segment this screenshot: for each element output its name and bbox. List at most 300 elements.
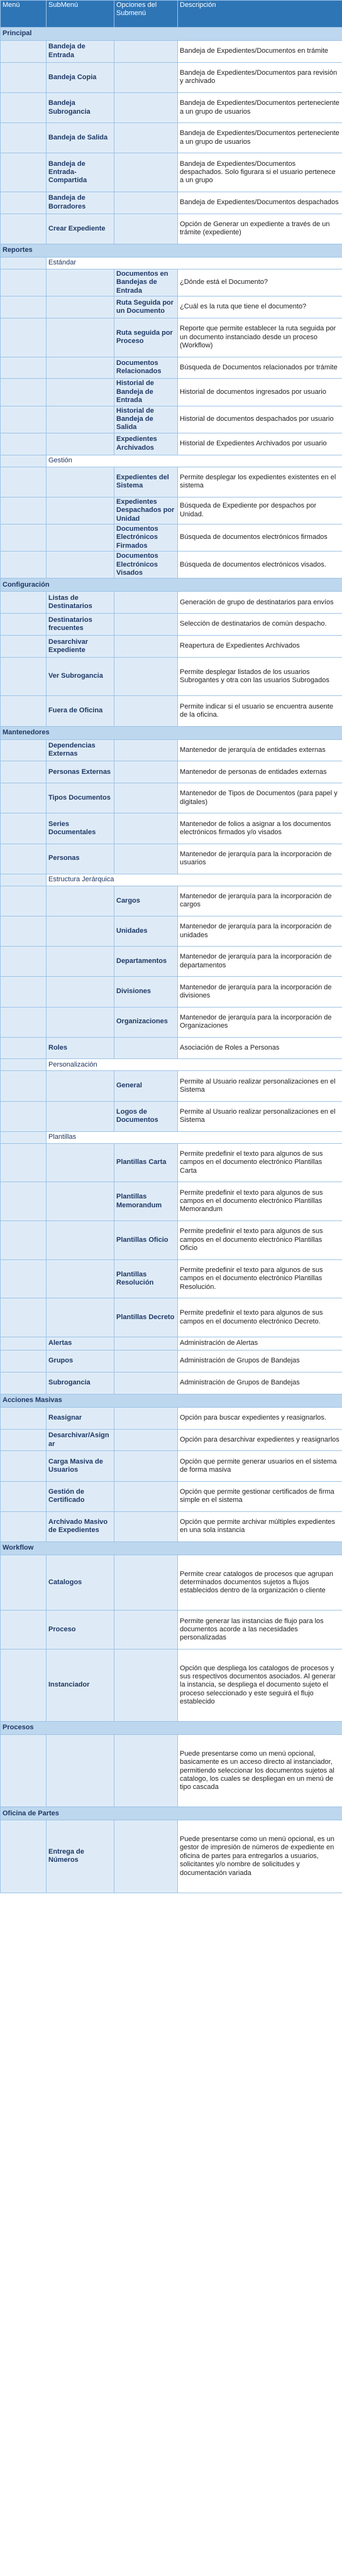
section-label: Oficina de Partes bbox=[1, 1807, 342, 1820]
submenu-name: Listas de Destinatarios bbox=[47, 592, 114, 614]
header-description: Descripción bbox=[178, 1, 342, 28]
description-cell: Búsqueda de Expediente por despachos por Unidad. bbox=[178, 497, 342, 524]
menu-cell bbox=[1, 296, 47, 318]
options-cell bbox=[114, 1820, 178, 1893]
submenu-name: Bandeja de Salida bbox=[47, 123, 114, 153]
menu-cell bbox=[1, 761, 47, 783]
section-row bbox=[1, 579, 342, 592]
description-cell: ¿Cuál es la ruta que tiene el documento? bbox=[178, 296, 342, 318]
subsection-row bbox=[1, 1059, 342, 1071]
menu-item-row bbox=[1, 1820, 342, 1893]
section-label: Configuración bbox=[1, 579, 342, 592]
menu-cell bbox=[1, 1071, 47, 1101]
submenu-name: Reasignar bbox=[47, 1407, 114, 1429]
description-cell: Mantenedor de jerarquía para la incorporación de cargos bbox=[178, 886, 342, 916]
options-cell bbox=[114, 1555, 178, 1610]
menu-cell bbox=[1, 739, 47, 761]
menu-cell bbox=[1, 214, 47, 244]
option-name: Ruta seguida por Proceso bbox=[114, 318, 178, 357]
description-cell: Mantenedor de jerarquía para la incorporación de unidades bbox=[178, 916, 342, 946]
submenu-cell bbox=[47, 1101, 114, 1131]
menu-cell bbox=[1, 1407, 47, 1429]
menu-item-row bbox=[1, 1337, 342, 1350]
menu-cell bbox=[1, 497, 47, 524]
menu-item-row bbox=[1, 62, 342, 92]
description-cell: Permite predefinir el texto para algunos de sus campos en el documento electrónico Plantillas Resolución. bbox=[178, 1259, 342, 1298]
description-cell: Búsqueda de documentos electrónicos firmados bbox=[178, 524, 342, 551]
menu-cell bbox=[1, 1037, 47, 1059]
menu-cell bbox=[1, 977, 47, 1007]
subsection-label: Estándar bbox=[47, 257, 342, 269]
menu-item-row bbox=[1, 916, 342, 946]
submenu-cell bbox=[47, 552, 114, 579]
menu-cell bbox=[1, 1451, 47, 1481]
menu-cell bbox=[1, 1059, 47, 1071]
menu-item-row bbox=[1, 636, 342, 658]
submenu-name: Grupos bbox=[47, 1350, 114, 1372]
submenu-cell bbox=[47, 886, 114, 916]
description-cell: Opción para desarchivar expedientes y reasignarlos bbox=[178, 1429, 342, 1451]
menu-item-row bbox=[1, 1143, 342, 1182]
menu-item-row bbox=[1, 1511, 342, 1541]
description-cell: Opción de Generar un expediente a través de un trámite (expediente) bbox=[178, 214, 342, 244]
description-cell: Permite indicar si el usuario se encuentra ausente de la oficina. bbox=[178, 696, 342, 726]
description-cell: Bandeja de Expedientes/Documentos despachados. Solo figurara si el usuario pertenece a un grupo bbox=[178, 153, 342, 192]
description-cell: Selección de destinatarios de común despacho. bbox=[178, 614, 342, 636]
description-cell: Permite al Usuario realizar personalizaciones en el Sistema bbox=[178, 1071, 342, 1101]
submenu-cell bbox=[47, 977, 114, 1007]
section-label: Acciones Masivas bbox=[1, 1394, 342, 1407]
options-cell bbox=[114, 1350, 178, 1372]
submenu-cell bbox=[47, 1259, 114, 1298]
submenu-name: Bandeja de Entrada-Compartida bbox=[47, 153, 114, 192]
submenu-name: Entrega de Números bbox=[47, 1820, 114, 1893]
menu-item-row bbox=[1, 153, 342, 192]
options-cell bbox=[114, 636, 178, 658]
submenu-cell bbox=[47, 296, 114, 318]
submenu-name: Bandeja de Borradores bbox=[47, 192, 114, 214]
menu-item-row bbox=[1, 379, 342, 406]
submenu-cell bbox=[47, 357, 114, 379]
options-cell bbox=[114, 62, 178, 92]
submenu-cell bbox=[47, 497, 114, 524]
submenu-name: Instanciador bbox=[47, 1649, 114, 1721]
description-cell: Opción que permite gestionar certificados de firma simple en el sistema bbox=[178, 1481, 342, 1511]
section-row bbox=[1, 28, 342, 41]
menu-item-row bbox=[1, 1221, 342, 1260]
menu-item-row bbox=[1, 1407, 342, 1429]
description-cell: Administración de Grupos de Bandejas bbox=[178, 1350, 342, 1372]
description-cell: Mantenedor de personas de entidades externas bbox=[178, 761, 342, 783]
menu-item-row bbox=[1, 1071, 342, 1101]
menu-item-row bbox=[1, 497, 342, 524]
description-cell: Bandeja de Expedientes/Documentos despachados bbox=[178, 192, 342, 214]
description-cell: Permite generar las instancias de flujo para los documentos acorde a las necesidades personalizadas bbox=[178, 1611, 342, 1649]
section-row bbox=[1, 1541, 342, 1555]
submenu-name: Fuera de Oficina bbox=[47, 696, 114, 726]
menu-item-row bbox=[1, 467, 342, 497]
menu-item-row bbox=[1, 761, 342, 783]
menu-cell bbox=[1, 1007, 47, 1037]
description-cell: Mantenedor de folios a asignar a los documentos electrónicos firmados y/o visados bbox=[178, 813, 342, 844]
description-cell: Permite desplegar listados de los usuarios Subrogantes y otra con las usuarios Subrogados bbox=[178, 657, 342, 696]
header-options: Opciones del Submenú bbox=[114, 1, 178, 28]
menu-item-row bbox=[1, 1350, 342, 1372]
section-row bbox=[1, 244, 342, 257]
description-cell: Permite desplegar los expedientes existentes en el sistema bbox=[178, 467, 342, 497]
table-header-row bbox=[1, 1, 342, 28]
subsection-row bbox=[1, 257, 342, 269]
submenu-name: Bandeja de Entrada bbox=[47, 41, 114, 63]
option-name: Documentos en Bandejas de Entrada bbox=[114, 269, 178, 296]
subsection-label: Gestión bbox=[47, 455, 342, 467]
options-cell bbox=[114, 1372, 178, 1394]
menu-cell bbox=[1, 257, 47, 269]
description-cell: Búsqueda de Documentos relacionados por trámite bbox=[178, 357, 342, 379]
menu-cell bbox=[1, 406, 47, 433]
description-cell: Opción que despliega los catalogos de procesos y sus respectivos documentos asociados. Al generar la instancia, se despliega el documento sujeto el proceso seleccionado y este seguirá el flujo establecido bbox=[178, 1649, 342, 1721]
option-name: Divisiones bbox=[114, 977, 178, 1007]
menu-cell bbox=[1, 783, 47, 813]
menu-item-row bbox=[1, 1298, 342, 1337]
menu-item-row bbox=[1, 41, 342, 63]
description-cell: Puede presentarse como un menú opcional, basicamente es un acceso directo al instanciador, permitiendo seleccionar los documentos sujetos al catalogo, los cuales se despliegan en un menú de tipo cascada bbox=[178, 1735, 342, 1807]
menu-item-row bbox=[1, 1101, 342, 1131]
options-cell bbox=[114, 1429, 178, 1451]
section-row bbox=[1, 1807, 342, 1820]
menu-cell bbox=[1, 1350, 47, 1372]
menu-cell bbox=[1, 1429, 47, 1451]
description-cell: Administración de Grupos de Bandejas bbox=[178, 1372, 342, 1394]
options-cell bbox=[114, 1511, 178, 1541]
options-cell bbox=[114, 1735, 178, 1807]
menu-cell bbox=[1, 1481, 47, 1511]
options-cell bbox=[114, 783, 178, 813]
submenu-name: Archivado Masivo de Expedientes bbox=[47, 1511, 114, 1541]
menu-cell bbox=[1, 696, 47, 726]
section-row bbox=[1, 726, 342, 739]
submenu-name: Alertas bbox=[47, 1337, 114, 1350]
submenu-name: Personas Externas bbox=[47, 761, 114, 783]
menu-cell bbox=[1, 552, 47, 579]
menu-item-row bbox=[1, 783, 342, 813]
option-name: Ruta Seguida por un Documento bbox=[114, 296, 178, 318]
menu-cell bbox=[1, 455, 47, 467]
options-cell bbox=[114, 739, 178, 761]
description-cell: Permite predefinir el texto para algunos de sus campos en el documento electrónico Plantillas Oficio bbox=[178, 1221, 342, 1260]
option-name: Plantillas Oficio bbox=[114, 1221, 178, 1260]
menu-item-row bbox=[1, 1555, 342, 1610]
submenu-cell bbox=[47, 379, 114, 406]
options-cell bbox=[114, 153, 178, 192]
option-name: Cargos bbox=[114, 886, 178, 916]
submenu-name: Dependencias Externas bbox=[47, 739, 114, 761]
section-label: Workflow bbox=[1, 1541, 342, 1555]
section-label: Reportes bbox=[1, 244, 342, 257]
submenu-name: Bandeja Subrogancia bbox=[47, 92, 114, 122]
submenu-name: Carga Masiva de Usuarios bbox=[47, 1451, 114, 1481]
submenu-name: Bandeja Copia bbox=[47, 62, 114, 92]
option-name: Unidades bbox=[114, 916, 178, 946]
option-name: Organizaciones bbox=[114, 1007, 178, 1037]
submenu-cell bbox=[47, 916, 114, 946]
description-cell: Opción para buscar expedientes y reasignarlos. bbox=[178, 1407, 342, 1429]
menu-cell bbox=[1, 947, 47, 977]
submenu-cell bbox=[47, 1221, 114, 1260]
option-name: Historial de Bandeja de Salida bbox=[114, 406, 178, 433]
menu-item-row bbox=[1, 92, 342, 122]
options-cell bbox=[114, 41, 178, 63]
submenu-cell bbox=[47, 467, 114, 497]
menu-cell bbox=[1, 41, 47, 63]
menu-cell bbox=[1, 813, 47, 844]
submenu-name: Destinatarios frecuentes bbox=[47, 614, 114, 636]
subsection-label: Personalización bbox=[47, 1059, 342, 1071]
description-cell: ¿Dónde está el Documento? bbox=[178, 269, 342, 296]
section-label: Mantenedores bbox=[1, 726, 342, 739]
option-name: Plantillas Memorandum bbox=[114, 1182, 178, 1221]
submenu-cell bbox=[47, 1182, 114, 1221]
submenu-cell bbox=[47, 1007, 114, 1037]
options-cell bbox=[114, 592, 178, 614]
menu-cell bbox=[1, 1182, 47, 1221]
menu-cell bbox=[1, 92, 47, 122]
options-cell bbox=[114, 92, 178, 122]
menu-cell bbox=[1, 433, 47, 455]
submenu-name: Roles bbox=[47, 1037, 114, 1059]
menu-cell bbox=[1, 379, 47, 406]
description-cell: Mantenedor de Tipos de Documentos (para papel y digitales) bbox=[178, 783, 342, 813]
option-name: Plantillas Decreto bbox=[114, 1298, 178, 1337]
menu-cell bbox=[1, 269, 47, 296]
header-menu: Menú bbox=[1, 1, 47, 28]
option-name: Departamentos bbox=[114, 947, 178, 977]
submenu-name: Crear Expediente bbox=[47, 214, 114, 244]
description-cell: Opción que permite archivar múltiples expedientes en una sola instancia bbox=[178, 1511, 342, 1541]
menu-cell bbox=[1, 1649, 47, 1721]
menu-item-row bbox=[1, 696, 342, 726]
menu-cell bbox=[1, 357, 47, 379]
menu-cell bbox=[1, 1221, 47, 1260]
description-cell: Mantenedor de jerarquía para la incorporación de usuarios bbox=[178, 844, 342, 874]
options-cell bbox=[114, 1407, 178, 1429]
menu-item-row bbox=[1, 1007, 342, 1037]
description-cell: Mantenedor de jerarquía para la incorporación de divisiones bbox=[178, 977, 342, 1007]
menu-item-row bbox=[1, 592, 342, 614]
menu-cell bbox=[1, 657, 47, 696]
description-cell: Permite crear catalogos de procesos que agrupan determinados documentos sujetos a flujos establecidos dentro de la organización o cliente bbox=[178, 1555, 342, 1610]
menu-cell bbox=[1, 636, 47, 658]
description-cell: Bandeja de Expedientes/Documentos para revisión y archivado bbox=[178, 62, 342, 92]
section-row bbox=[1, 1394, 342, 1407]
option-name: Documentos Relacionados bbox=[114, 357, 178, 379]
menu-item-row bbox=[1, 318, 342, 357]
menu-item-row bbox=[1, 1259, 342, 1298]
subsection-label: Estructura Jerárquica bbox=[47, 874, 342, 886]
menu-cell bbox=[1, 1101, 47, 1131]
menu-cell bbox=[1, 874, 47, 886]
subsection-row bbox=[1, 455, 342, 467]
submenu-name: Ver Subrogancia bbox=[47, 657, 114, 696]
submenu-name: Tipos Documentos bbox=[47, 783, 114, 813]
table-body bbox=[1, 28, 342, 1893]
submenu-name: Desarchivar Expediente bbox=[47, 636, 114, 658]
section-row bbox=[1, 1722, 342, 1735]
submenu-cell bbox=[47, 1735, 114, 1807]
menu-cell bbox=[1, 524, 47, 551]
options-cell bbox=[114, 1037, 178, 1059]
menu-cell bbox=[1, 916, 47, 946]
options-cell bbox=[114, 844, 178, 874]
menu-item-row bbox=[1, 844, 342, 874]
options-cell bbox=[114, 813, 178, 844]
description-cell: Historial de documentos despachados por usuario bbox=[178, 406, 342, 433]
menu-item-row bbox=[1, 977, 342, 1007]
menu-item-row bbox=[1, 1451, 342, 1481]
options-cell bbox=[114, 696, 178, 726]
options-cell bbox=[114, 1337, 178, 1350]
options-cell bbox=[114, 761, 178, 783]
submenu-name: Desarchivar/Asignar bbox=[47, 1429, 114, 1451]
submenu-name: Gestión de Certificado bbox=[47, 1481, 114, 1511]
description-cell: Mantenedor de jerarquía de entidades externas bbox=[178, 739, 342, 761]
menu-item-row bbox=[1, 552, 342, 579]
description-cell: Mantenedor de jerarquía para la incorporación de departamentos bbox=[178, 947, 342, 977]
menu-cell bbox=[1, 614, 47, 636]
description-cell: Asociación de Roles a Personas bbox=[178, 1037, 342, 1059]
options-cell bbox=[114, 1481, 178, 1511]
options-cell bbox=[114, 192, 178, 214]
submenu-cell bbox=[47, 406, 114, 433]
menu-cell bbox=[1, 123, 47, 153]
menu-cell bbox=[1, 592, 47, 614]
option-name: Plantillas Resolución bbox=[114, 1259, 178, 1298]
option-name: Expedientes Despachados por Unidad bbox=[114, 497, 178, 524]
menu-item-row bbox=[1, 269, 342, 296]
section-label: Principal bbox=[1, 28, 342, 41]
description-cell: Bandeja de Expedientes/Documentos perteneciente a un grupo de usuarios bbox=[178, 123, 342, 153]
option-name: Expedientes del Sistema bbox=[114, 467, 178, 497]
description-cell: Permite predefinir el texto para algunos de sus campos en el documento electrónico Plantillas Carta bbox=[178, 1143, 342, 1182]
menu-item-row bbox=[1, 947, 342, 977]
submenu-name: Subrogancia bbox=[47, 1372, 114, 1394]
menu-item-row bbox=[1, 813, 342, 844]
subsection-row bbox=[1, 874, 342, 886]
menu-item-row bbox=[1, 406, 342, 433]
option-name: General bbox=[114, 1071, 178, 1101]
description-cell: Puede presentarse como un menú opcional, es un gestor de impresión de números de expediente en oficina de partes para entregarlos a usuarios, solicitantes y/o nombre de solicitudes y documentación variada bbox=[178, 1820, 342, 1893]
submenu-cell bbox=[47, 269, 114, 296]
menu-item-row bbox=[1, 1429, 342, 1451]
menu-item-row bbox=[1, 192, 342, 214]
options-cell bbox=[114, 214, 178, 244]
menu-cell bbox=[1, 1298, 47, 1337]
menu-item-row bbox=[1, 1649, 342, 1721]
menu-cell bbox=[1, 1337, 47, 1350]
submenu-cell bbox=[47, 947, 114, 977]
header-submenu: SubMenú bbox=[47, 1, 114, 28]
menu-item-row bbox=[1, 1372, 342, 1394]
options-cell bbox=[114, 657, 178, 696]
options-cell bbox=[114, 1649, 178, 1721]
menu-item-row bbox=[1, 524, 342, 551]
menu-cell bbox=[1, 1372, 47, 1394]
submenu-cell bbox=[47, 1071, 114, 1101]
description-cell: Permite predefinir el texto para algunos de sus campos en el documento electrónico Decreto. bbox=[178, 1298, 342, 1337]
menu-item-row bbox=[1, 614, 342, 636]
menu-cell bbox=[1, 467, 47, 497]
options-cell bbox=[114, 614, 178, 636]
submenu-name: Personas bbox=[47, 844, 114, 874]
description-cell: Permite predefinir el texto para algunos de sus campos en el documento electrónico Plantillas Memorandum bbox=[178, 1182, 342, 1221]
menu-cell bbox=[1, 318, 47, 357]
menu-cell bbox=[1, 1820, 47, 1893]
menu-item-row bbox=[1, 739, 342, 761]
menu-item-row bbox=[1, 1481, 342, 1511]
submenu-name: Catalogos bbox=[47, 1555, 114, 1610]
menu-cell bbox=[1, 192, 47, 214]
description-cell: Historial de Expedientes Archivados por usuario bbox=[178, 433, 342, 455]
option-name: Plantillas Carta bbox=[114, 1143, 178, 1182]
menu-item-row bbox=[1, 1611, 342, 1649]
menu-item-row bbox=[1, 433, 342, 455]
description-cell: Bandeja de Expedientes/Documentos perteneciente a un grupo de usuarios bbox=[178, 92, 342, 122]
submenu-cell bbox=[47, 524, 114, 551]
menu-item-row bbox=[1, 657, 342, 696]
option-name: Documentos Electrónicos Visados bbox=[114, 552, 178, 579]
submenu-name: Proceso bbox=[47, 1611, 114, 1649]
option-name: Expedientes Archivados bbox=[114, 433, 178, 455]
options-cell bbox=[114, 123, 178, 153]
menu-item-row bbox=[1, 296, 342, 318]
option-name: Historial de Bandeja de Entrada bbox=[114, 379, 178, 406]
option-name: Documentos Electrónicos Firmados bbox=[114, 524, 178, 551]
submenu-name: Series Documentales bbox=[47, 813, 114, 844]
description-cell: Mantenedor de jerarquía para la incorporación de Organizaciones bbox=[178, 1007, 342, 1037]
menu-cell bbox=[1, 1143, 47, 1182]
subsection-row bbox=[1, 1131, 342, 1143]
description-cell: Opción que permite generar usuarios en el sistema de forma masiva bbox=[178, 1451, 342, 1481]
menu-item-row bbox=[1, 1037, 342, 1059]
options-cell bbox=[114, 1451, 178, 1481]
option-name: Logos de Documentos bbox=[114, 1101, 178, 1131]
description-cell: Reporte que permite establecer la ruta seguida por un documento instanciado desde un proceso (Workflow) bbox=[178, 318, 342, 357]
description-cell: Administración de Alertas bbox=[178, 1337, 342, 1350]
menu-item-row bbox=[1, 886, 342, 916]
section-label: Procesos bbox=[1, 1722, 342, 1735]
subsection-label: Plantillas bbox=[47, 1131, 342, 1143]
menu-item-row bbox=[1, 1735, 342, 1807]
menu-item-row bbox=[1, 1182, 342, 1221]
submenu-cell bbox=[47, 1298, 114, 1337]
submenu-cell bbox=[47, 318, 114, 357]
description-cell: Reapertura de Expedientes Archivados bbox=[178, 636, 342, 658]
menu-item-row bbox=[1, 214, 342, 244]
menu-cell bbox=[1, 1611, 47, 1649]
menu-item-row bbox=[1, 123, 342, 153]
menu-cell bbox=[1, 886, 47, 916]
description-cell: Generación de grupo de destinatarios para envíos bbox=[178, 592, 342, 614]
menu-cell bbox=[1, 844, 47, 874]
submenu-cell bbox=[47, 1143, 114, 1182]
menu-cell bbox=[1, 62, 47, 92]
description-cell: Historial de documentos ingresados por usuario bbox=[178, 379, 342, 406]
menu-cell bbox=[1, 1511, 47, 1541]
menu-cell bbox=[1, 1131, 47, 1143]
menu-cell bbox=[1, 153, 47, 192]
menu-item-row bbox=[1, 357, 342, 379]
description-cell: Bandeja de Expedientes/Documentos en trámite bbox=[178, 41, 342, 63]
